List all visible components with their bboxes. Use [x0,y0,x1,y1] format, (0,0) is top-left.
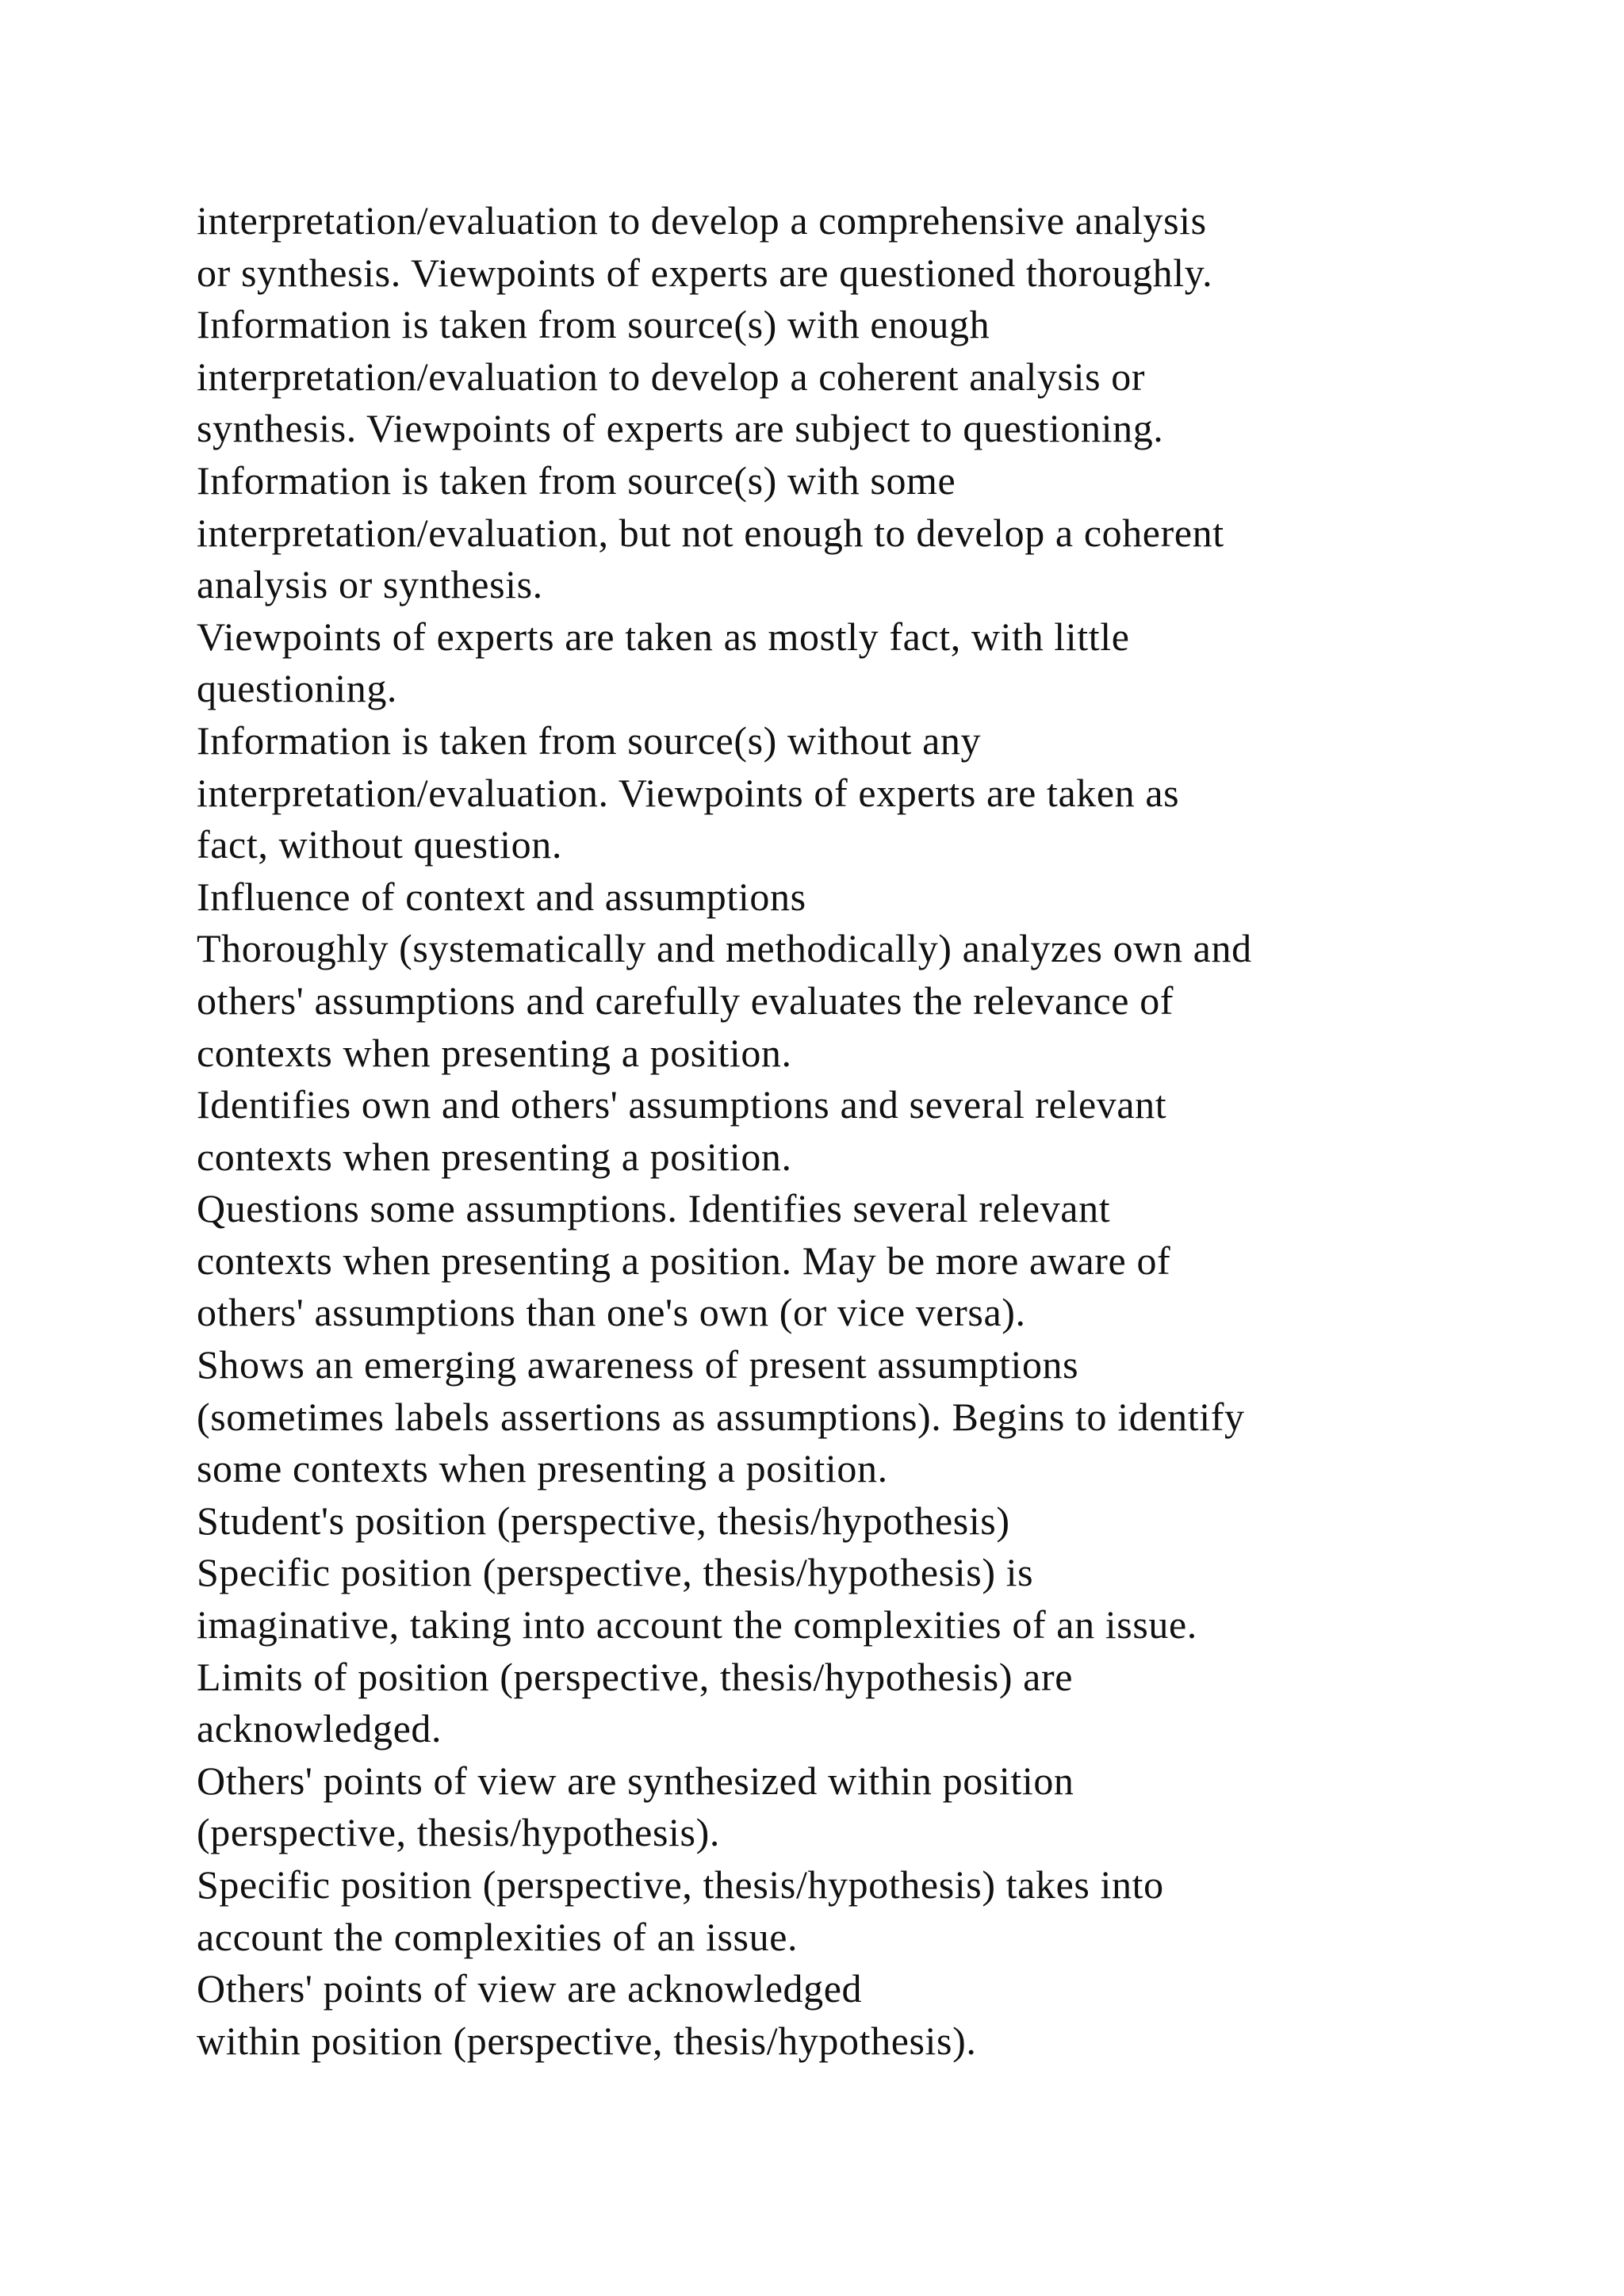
text-line: Others' points of view are synthesized within position [197,1758,1074,1803]
text-line: synthesis. Viewpoints of experts are subject to questioning. [197,406,1164,451]
text-line: Specific position (perspective, thesis/hypothesis) takes into [197,1862,1164,1907]
section-heading: Student's position (perspective, thesis/hypothesis) [197,1498,1010,1543]
text-line: contexts when presenting a position. [197,1134,792,1179]
text-line: imaginative, taking into account the complexities of an issue. [197,1602,1197,1647]
section-heading: Influence of context and assumptions [197,874,806,919]
text-line: contexts when presenting a position. May be more aware of [197,1238,1171,1283]
text-line: Viewpoints of experts are taken as mostly fact, with little [197,614,1130,659]
text-line: Identifies own and others' assumptions and several relevant [197,1082,1167,1127]
text-line: interpretation/evaluation, but not enough to develop a coherent [197,510,1224,555]
text-line: Questions some assumptions. Identifies several relevant [197,1186,1111,1231]
text-line: Information is taken from source(s) with enough [197,302,990,347]
text-line: some contexts when presenting a position. [197,1446,888,1491]
text-line: Information is taken from source(s) without any [197,718,982,763]
text-line: Thoroughly (systematically and methodically) analyzes own and [197,926,1252,971]
text-line: within position (perspective, thesis/hypothesis). [197,2018,977,2063]
text-line: Shows an emerging awareness of present assumptions [197,1342,1079,1387]
text-line: interpretation/evaluation to develop a coherent analysis or [197,354,1146,399]
text-line: Specific position (perspective, thesis/hypothesis) is [197,1550,1034,1595]
text-line: fact, without question. [197,822,562,867]
text-line: (sometimes labels assertions as assumptions). Begins to identify [197,1394,1245,1439]
text-line: Others' points of view are acknowledged [197,1966,863,2011]
text-line: others' assumptions than one's own (or vice versa). [197,1290,1026,1335]
text-line: account the complexities of an issue. [197,1914,799,1959]
text-line: questioning. [197,666,398,711]
text-line: Information is taken from source(s) with some [197,457,956,503]
document-body [197,195,1545,2067]
text-line: (perspective, thesis/hypothesis). [197,1810,720,1855]
text-line: analysis or synthesis. [197,562,543,607]
text-line: contexts when presenting a position. [197,1030,792,1075]
text-line: Limits of position (perspective, thesis/hypothesis) are [197,1654,1074,1699]
text-line: interpretation/evaluation to develop a comprehensive analysis [197,198,1207,243]
text-line: interpretation/evaluation. Viewpoints of experts are taken as [197,770,1180,815]
text-line: acknowledged. [197,1706,442,1751]
text-line: or synthesis. Viewpoints of experts are questioned thoroughly. [197,250,1213,295]
text-line: others' assumptions and carefully evaluates the relevance of [197,978,1174,1023]
